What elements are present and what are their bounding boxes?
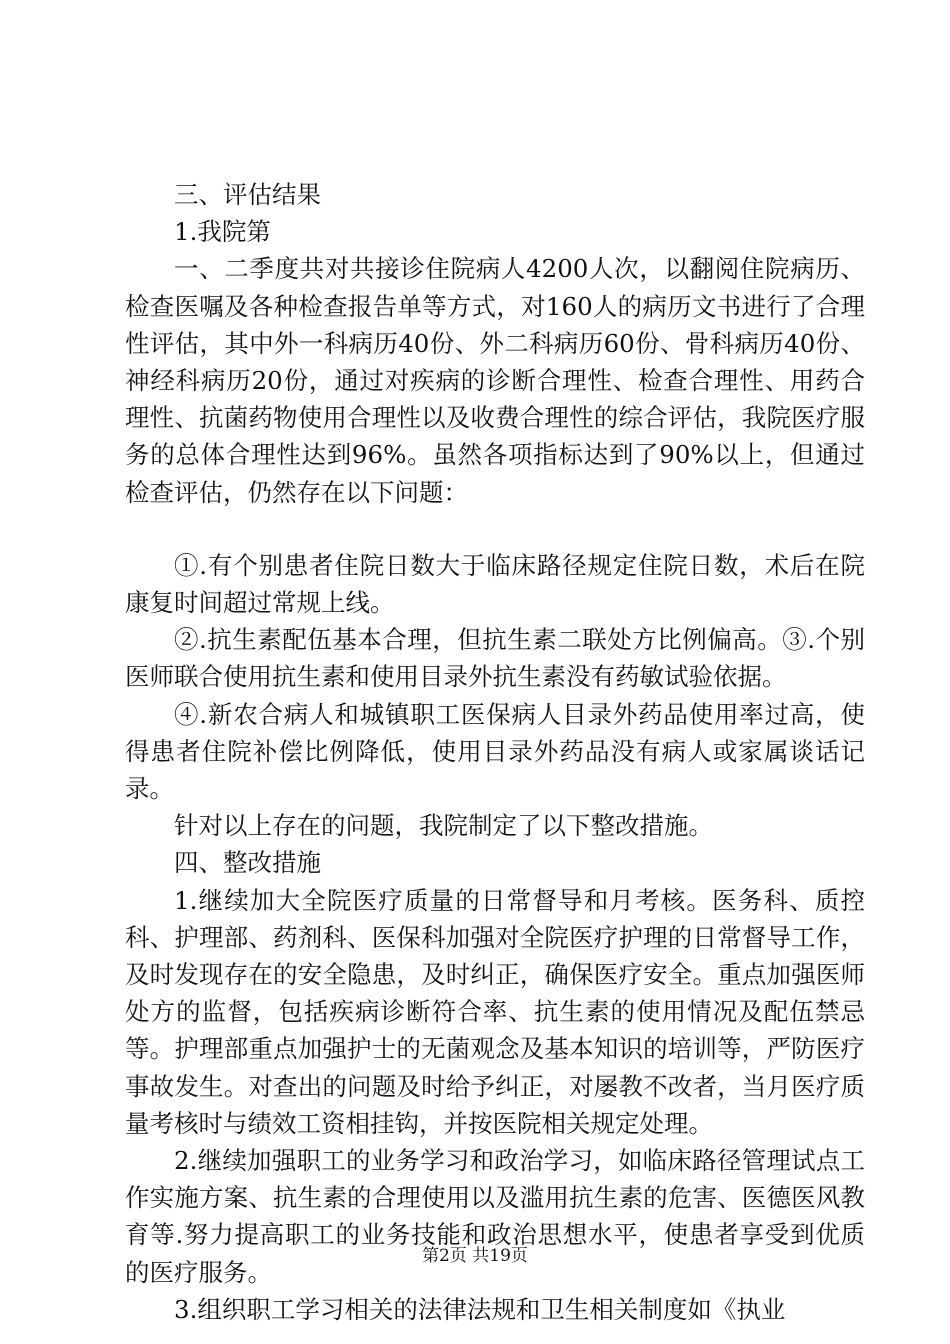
paragraph-measure-2: 2.继续加强职工的业务学习和政治学习，如临床路径管理试点工作实施方案、抗生素的合理使用以及滥用抗生素的危害、医德医风教育等.努力提高职工的业务技能和政治思想水平，使患者享受到优质的医疗服务。 [125, 1146, 865, 1287]
paragraph-evaluation-summary: 一、二季度共对共接诊住院病人4200人次，以翻阅住院病历、检查医嘱及各种检查报告单等方式，对160人的病历文书进行了合理性评估，其中外一科病历40份、外二科病历60份、骨科病历40份、神经科病历20份，通过对疾病的诊断合理性、检查合理性、用药合理性、抗菌药物使用合理性以及收费合理性的综合评估，我院医疗服务的总体合理性达到96%。虽然各项指标达到了90%以上，但通过检查评估，仍然存在以下问题： [125, 254, 865, 507]
paragraph-measure-1: 1.继续加大全院医疗质量的日常督导和月考核。医务科、质控科、护理部、药剂科、医保科加强对全院医疗护理的日常督导工作，及时发现存在的安全隐患，及时纠正，确保医疗安全。重点加强医师处方的监督，包括疾病诊断符合率、抗生素的使用情况及配伍禁忌等。护理部重点加强护士的无菌观念及基本知识的培训等，严防医疗事故发生。对查出的问题及时给予纠正，对屡教不改者，当月医疗质量考核时与绩效工资相挂钩，并按医院相关规定处理。 [125, 885, 865, 1138]
page-number-footer: 第2页 共19页 [422, 1246, 528, 1266]
section-heading-evaluation-results: 三、评估结果 [174, 180, 321, 209]
paragraph-measure-3: 3.组织职工学习相关的法律法规和卫生相关制度如《执业 [174, 1294, 786, 1324]
section-heading-rectification: 四、整改措施 [174, 848, 321, 878]
paragraph-issue-2-3: ②.抗生素配伍基本合理，但抗生素二联处方比例偏高。③.个别医师联合使用抗生素和使用目录外抗生素没有药敏试验依据。 [125, 625, 865, 692]
document-body [125, 176, 865, 1328]
paragraph-transition: 针对以上存在的问题，我院制定了以下整改措施。 [174, 811, 713, 841]
paragraph-issue-4: ④.新农合病人和城镇职工医保病人目录外药品使用率过高，使得患者住院补偿比例降低，使用目录外药品没有病人或家属谈话记录。 [125, 699, 865, 804]
paragraph-issue-1: ①.有个别患者住院日数大于临床路径规定住院日数，术后在院康复时间超过常规上线。 [125, 550, 865, 618]
paragraph-item-1-intro: 1.我院第 [174, 217, 271, 247]
